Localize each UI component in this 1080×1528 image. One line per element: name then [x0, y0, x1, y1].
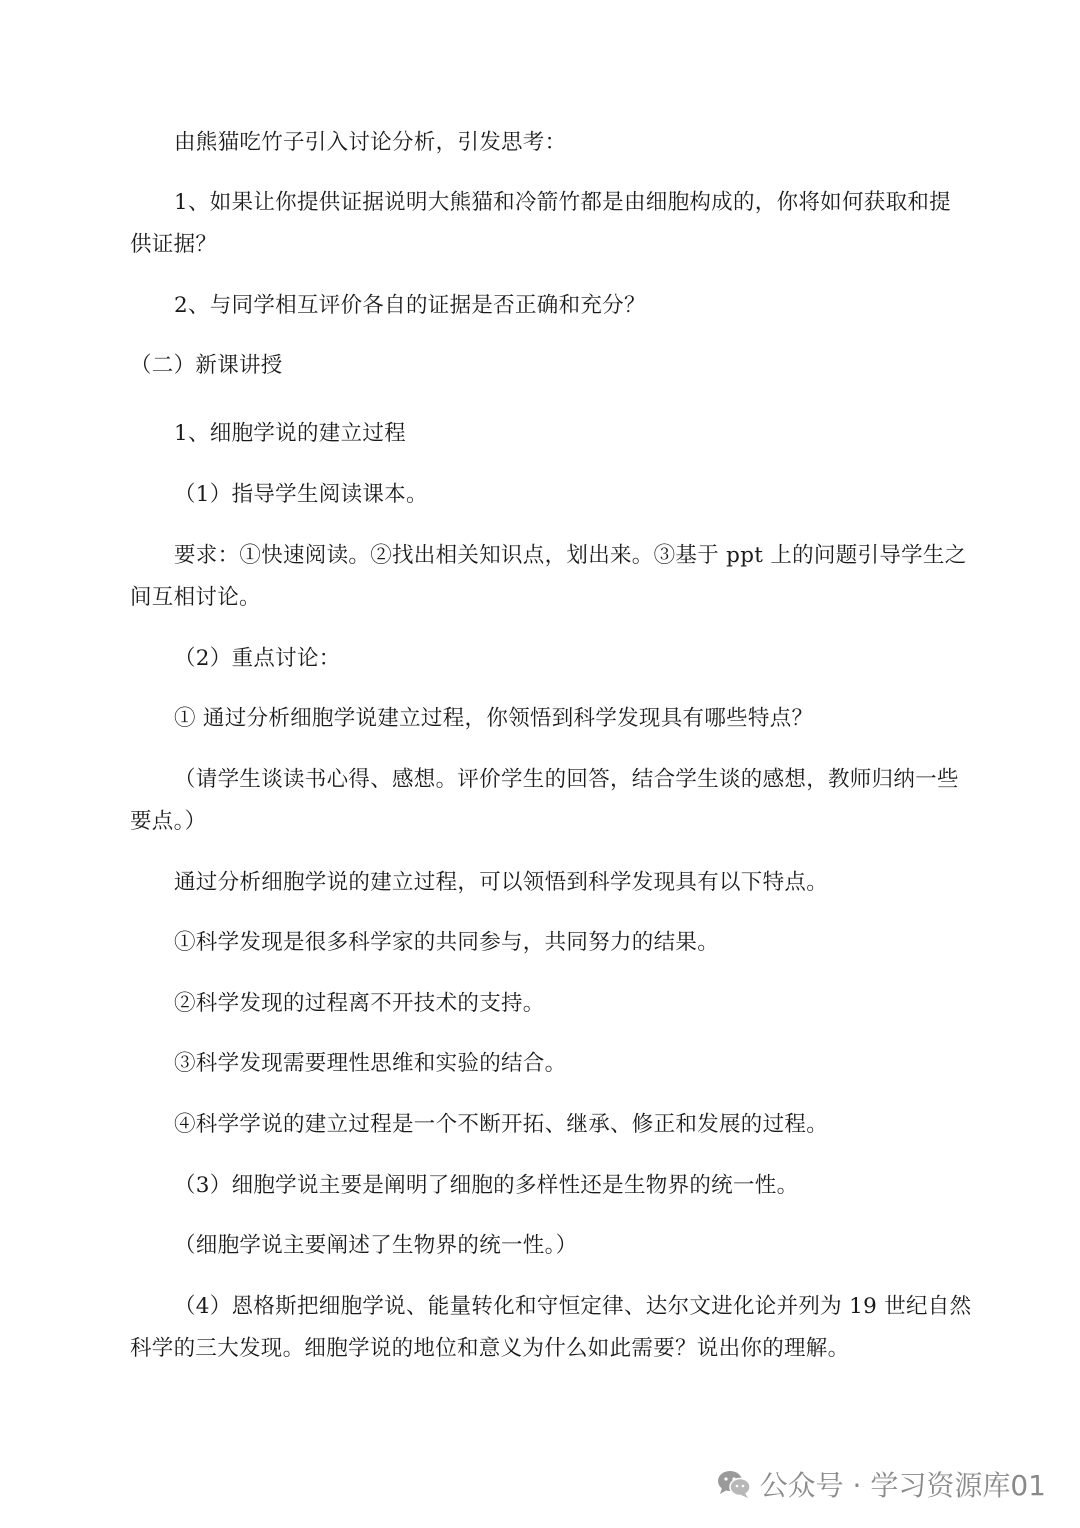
- point-4: ④科学学说的建立过程是一个不断开拓、继承、修正和发展的过程。: [174, 1112, 829, 1137]
- item-4-line-2: 科学的三大发现。细胞学说的地位和意义为什么如此需要？说出你的理解。: [130, 1336, 850, 1361]
- intro-text: 由熊猫吃竹子引入讨论分析，引发思考：: [174, 130, 567, 155]
- requirements-line-2: 间互相讨论。: [130, 585, 261, 610]
- subsection-heading: 1、细胞学说的建立过程: [174, 421, 406, 446]
- question-2: 2、与同学相互评价各自的证据是否正确和充分？: [174, 293, 646, 318]
- question-1-line-1: 1、如果让你提供证据说明大熊猫和冷箭竹都是由细胞构成的，你将如何获取和提: [174, 190, 951, 215]
- teacher-note-line-1: （请学生谈读书心得、感想。评价学生的回答，结合学生谈的感想，教师归纳一些: [174, 767, 959, 792]
- discussion-question-1: ① 通过分析细胞学说建立过程，你领悟到科学发现具有哪些特点？: [174, 706, 814, 731]
- point-3: ③科学发现需要理性思维和实验的结合。: [174, 1051, 567, 1076]
- point-1: ①科学发现是很多科学家的共同参与，共同努力的结果。: [174, 930, 720, 955]
- item-3-answer: （细胞学说主要阐述了生物界的统一性。）: [174, 1233, 578, 1258]
- wechat-icon: [716, 1468, 752, 1500]
- item-2: （2）重点讨论：: [174, 646, 341, 671]
- watermark-text: 公众号 · 学习资源库01: [759, 1469, 1046, 1502]
- item-4-line-1: （4）恩格斯把细胞学说、能量转化和守恒定律、达尔文进化论并列为 19 世纪自然: [174, 1294, 972, 1319]
- requirements-line-1: 要求：①快速阅读。②找出相关知识点，划出来。③基于 ppt 上的问题引导学生之: [174, 543, 967, 568]
- teacher-note-line-2: 要点。）: [130, 809, 207, 834]
- item-3: （3）细胞学说主要是阐明了细胞的多样性还是生物界的统一性。: [174, 1173, 799, 1198]
- section-heading: （二）新课讲授: [130, 353, 283, 378]
- question-1-line-2: 供证据？: [130, 232, 218, 257]
- point-2: ②科学发现的过程离不开技术的支持。: [174, 991, 545, 1016]
- watermark: [716, 1462, 1046, 1506]
- item-1: （1）指导学生阅读课本。: [174, 482, 428, 507]
- conclusion-intro: 通过分析细胞学说的建立过程，可以领悟到科学发现具有以下特点。: [174, 870, 829, 895]
